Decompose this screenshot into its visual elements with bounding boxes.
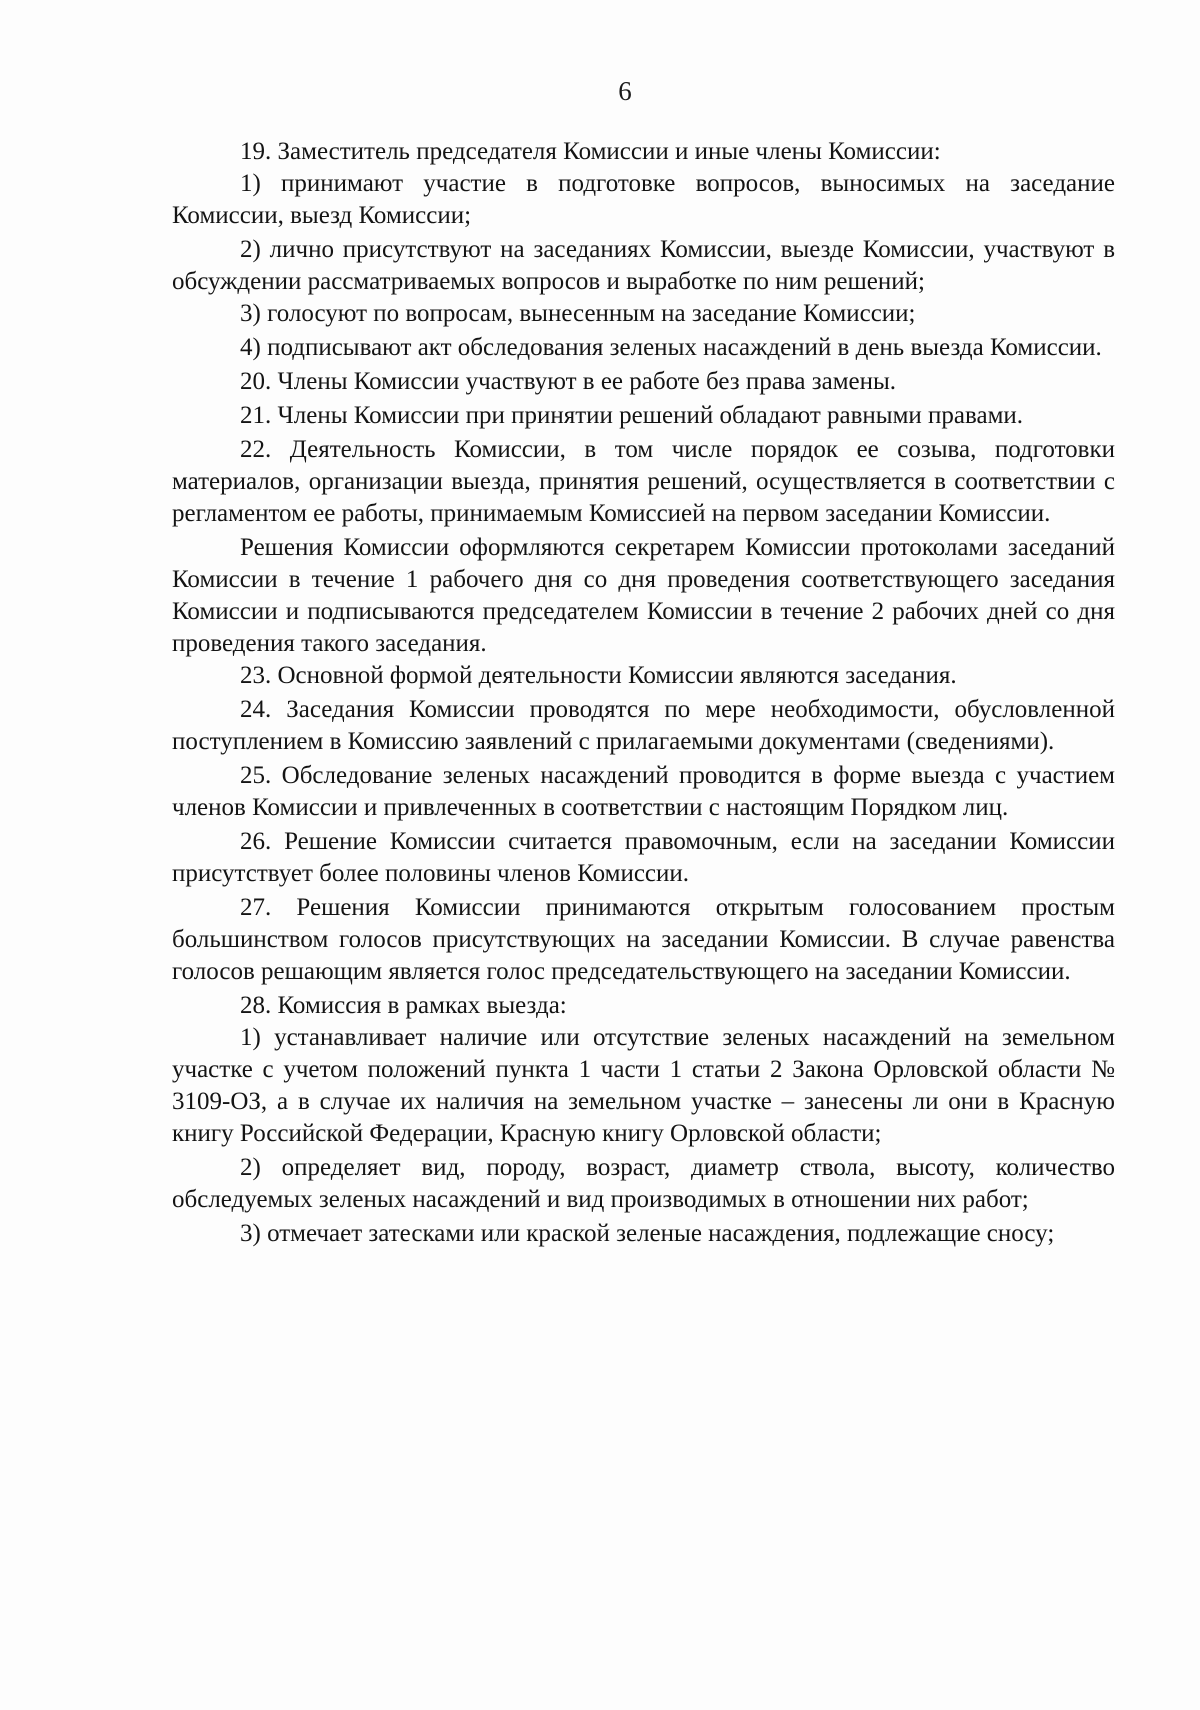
paragraph-22: 22. Деятельность Комиссии, в том числе порядок ее созыва, подготовки материалов, организации выезда, принятия решений, осуществляется в соответствии с регламентом ее работы, принимаемым Комиссией на первом заседании Комиссии. [172, 436, 1115, 527]
paragraph-19-1: 1) принимают участие в подготовке вопросов, выносимых на заседание Комиссии, выезд Комиссии; [172, 170, 1115, 229]
paragraph-21: 21. Члены Комиссии при принятии решений обладают равными правами. [240, 402, 1024, 429]
paragraph-22-decisions: Решения Комиссии оформляются секретарем Комиссии протоколами заседаний Комиссии в течение 1 рабочего дня со дня проведения соответствующего заседания Комиссии и подписываются председателем Комиссии в течение 2 рабочих дней со дня проведения такого заседания. [172, 534, 1115, 657]
paragraph-19-4: 4) подписывают акт обследования зеленых насаждений в день выезда Комиссии. [240, 334, 1102, 361]
paragraph-28-2: 2) определяет вид, породу, возраст, диаметр ствола, высоту, количество обследуемых зеленых насаждений и вид производимых в отношении них работ; [172, 1154, 1115, 1213]
paragraph-20: 20. Члены Комиссии участвуют в ее работе без права замены. [240, 368, 897, 395]
paragraph-19-2: 2) лично присутствуют на заседаниях Комиссии, выезде Комиссии, участвуют в обсуждении рассматриваемых вопросов и выработке по ним решений; [172, 236, 1115, 295]
document-body [172, 136, 1115, 1250]
paragraph-23: 23. Основной формой деятельности Комиссии являются заседания. [240, 662, 957, 689]
paragraph-28-1: 1) устанавливает наличие или отсутствие зеленых насаждений на земельном участке с учетом положений пункта 1 части 1 статьи 2 Закона Орловской области № 3109-ОЗ, а в случае их наличия на земельном участке – занесены ли они в Красную книгу Российской Федерации, Красную книгу Орловской области; [172, 1024, 1115, 1147]
paragraph-26: 26. Решение Комиссии считается правомочным, если на заседании Комиссии присутствует более половины членов Комиссии. [172, 828, 1115, 887]
paragraph-19: 19. Заместитель председателя Комиссии и иные члены Комиссии: [240, 138, 941, 165]
paragraph-28: 28. Комиссия в рамках выезда: [240, 992, 567, 1019]
paragraph-28-3: 3) отмечает затесками или краской зеленые насаждения, подлежащие сносу; [240, 1220, 1055, 1247]
paragraph-25: 25. Обследование зеленых насаждений проводится в форме выезда с участием членов Комиссии и привлеченных в соответствии с настоящим Порядком лиц. [172, 762, 1115, 821]
page-number: 6 [618, 76, 632, 106]
paragraph-24: 24. Заседания Комиссии проводятся по мере необходимости, обусловленной поступлением в Комиссию заявлений с прилагаемыми документами (сведениями). [172, 696, 1115, 755]
paragraph-27: 27. Решения Комиссии принимаются открытым голосованием простым большинством голосов присутствующих на заседании Комиссии. В случае равенства голосов решающим является голос председательствующего на заседании Комиссии. [172, 894, 1115, 985]
paragraph-19-3: 3) голосуют по вопросам, вынесенным на заседание Комиссии; [240, 300, 916, 327]
